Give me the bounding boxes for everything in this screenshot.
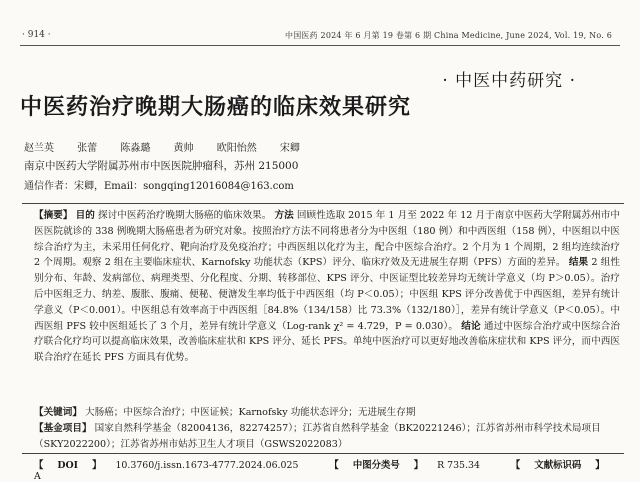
affiliation: 南京中医药大学附属苏州市中医医院肿瘤科，苏州 215000 xyxy=(24,160,299,172)
doi-label: DOI xyxy=(57,460,79,471)
doi-line: 【 DOI 】 10.3760/j.issn.1673-4777.2024.06.025 【 中图分类号 】 R 735.34 【 文献标识码 】A xyxy=(34,460,605,482)
funding-text: 国家自然科学基金（82004136，82274257）；江苏省自然科学基金（BK20221246）；江苏省苏州市科学技术局项目（SKY2022200）；江苏省苏州市姑苏卫生人才项目（GSWS2022083） xyxy=(34,423,601,450)
clc-value: R 735.34 xyxy=(437,460,480,471)
abstract-label: 【摘要】 xyxy=(34,210,73,221)
page-number: · 914 · xyxy=(22,30,51,40)
code-value: A xyxy=(34,471,41,482)
article-title: 中医药治疗晚期大肠癌的临床效果研究 xyxy=(20,95,412,120)
abstract-top-rule xyxy=(22,203,624,204)
correspondence: 通信作者：宋卿，Email：songqing12016084@163.com xyxy=(24,181,294,192)
header-rule xyxy=(20,45,620,46)
page-header xyxy=(0,30,640,44)
section-label: · 中医中药研究 · xyxy=(442,71,576,91)
results-text: 2 组性别分布、年龄、发病部位、病理类型、分化程度、分期、转移部位、KPS 评分、中医证型比较差异均无统计学意义（均 P＞0.05）。治疗后中医组乏力、纳差、腹胀、腹痛、便秘、便溏发生率均低于中西医组（均 P＜0.05）；中医组 KPS 评分改善优于中西医组，差异有统计学意义（P＜0.001）。中医组总有效率高于中西医组［84.8%（134/158）比 73.3%（132/180）］，差异有统计学意义（P＜0.05）。中西医组 PFS 较中医组延长了 3 个月，差异有统计学意义（Log-rank χ² = 4.729，P = 0.030）。 xyxy=(34,257,620,332)
clc-label: 中图分类号 xyxy=(352,460,400,471)
keywords-text: 大肠癌；中医综合治疗；中医证候；Karnofsky 功能状态评分；无进展生存期 xyxy=(85,407,416,418)
doi-top-rule xyxy=(22,453,624,454)
doi-value: 10.3760/j.issn.1673-4777.2024.06.025 xyxy=(115,460,299,471)
methods-text: 回顾性选取 2015 年 1 月至 2022 年 12 月于南京中医药大学附属苏州市中医医院就诊的 338 例晚期大肠癌患者为研究对象。按照治疗方法不同将患者分为中医组（180 例）和中西医组（158 例），中医组以中医综合治疗为主，未采用任何化疗、靶向治疗及免疫治疗；中西医组以化疗为主，配合中医综合治疗。2 个月为 1 个周期，2 组均连续治疗 2 个周期。观察 2 组在主要临床症状、Karnofsky 功能状态（KPS）评分、临床疗效及无进展生存期（PFS）方面的差异。 xyxy=(34,210,620,269)
objective-label: 目的 xyxy=(75,210,95,221)
code-label: 文献标识码 xyxy=(534,460,582,471)
objective-text: 探讨中医药治疗晚期大肠癌的临床效果。 xyxy=(98,210,272,221)
methods-label: 方法 xyxy=(274,210,294,221)
keywords-label: 【关键词】 xyxy=(34,407,82,418)
author-list: 赵兰英 张蕾 陈淼璐 黄帅 欧阳怡然 宋卿 xyxy=(24,143,300,154)
conclusion-label: 结论 xyxy=(461,320,481,332)
journal-citation: 中国医药 2024 年 6 月第 19 卷第 6 期 China Medicine, June 2024, Vol. 19, No. 6 xyxy=(285,31,612,40)
conclusion-text: 通过中医综合治疗或中医综合治疗联合化疗均可以提高临床效果，改善临床症状和 KPS 评分、延长 PFS。单纯中医治疗可以更好地改善临床症状和 KPS 评分，而中西医联合治疗在延长 PFS 方面具有优势。 xyxy=(34,320,620,364)
funding: 【基金项目】 国家自然科学基金（82004136，82274257）；江苏省自然科学基金（BK20221246）；江苏省苏州市科学技术局项目（SKY2022200）；江苏省苏州市姑苏卫生人才项目（GSWS2022083） xyxy=(34,423,601,450)
results-label: 结果 xyxy=(568,257,589,269)
funding-label: 基金项目 xyxy=(43,423,82,434)
abstract xyxy=(34,208,620,366)
keywords xyxy=(34,404,620,418)
